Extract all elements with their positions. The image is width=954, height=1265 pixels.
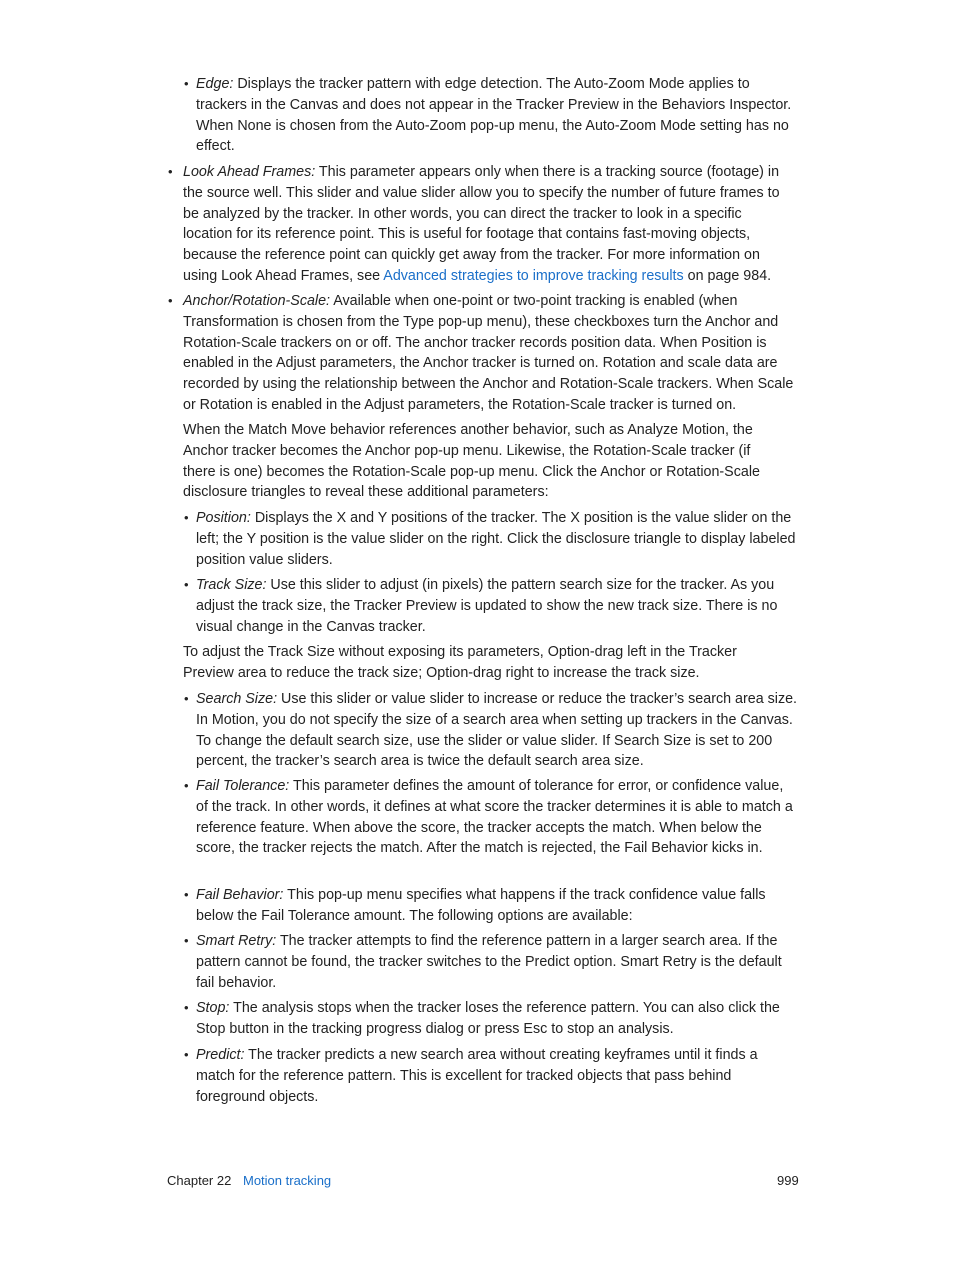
description-text: The tracker attempts to find the reference pattern in a larger search area. If the pattern cannot be found, the tracker switches to the Predict option. Smart Retry is the default fail behavior. — [196, 933, 782, 991]
list-item — [184, 931, 796, 993]
description-text: Use this slider or value slider to increase or reduce the tracker’s search area size. In Motion, you do not specify the size of a search area when setting up trackers in the Canvas. To change the default search size, use the slider or value slider. If Search Size is set to 200 percent, the tracker’s search area is twice the default search area size. — [196, 691, 798, 770]
footer-chapter: Chapter 22 — [167, 1173, 232, 1188]
term-label: Anchor/Rotation-Scale: — [183, 293, 331, 309]
term-label: Search Size: — [196, 691, 278, 707]
cross-reference-link[interactable]: Advanced strategies to improve tracking results — [383, 267, 684, 284]
bullet-marker: • — [184, 510, 189, 525]
description-text: Displays the X and Y positions of the tracker. The X position is the value slider on the left; the Y position is the value slider on the right. Click the disclosure triangle to display labeled position value sliders. — [196, 510, 796, 568]
description-text: Available when one-point or two-point tracking is enabled (when Transformation is chosen from the Type pop-up menu), these checkboxes turn the Anchor and Rotation-Scale trackers on or off. The anchor tracker records position data. When Position is enabled in the Adjust parameters, the Anchor tracker is turned on. Rotation and scale data are recorded by using the relationship between the Anchor and Rotation-Scale trackers. When Scale or Rotation is enabled in the Adjust parameters, the Rotation-Scale tracker is turned on. — [183, 293, 794, 413]
term-label: Track Size: — [196, 577, 267, 593]
list-item — [168, 291, 799, 416]
bullet-marker: • — [168, 293, 173, 308]
bullet-marker: • — [184, 691, 189, 706]
list-item — [184, 998, 796, 1040]
description-text: Use this slider to adjust (in pixels) the pattern search size for the tracker. As you adjust the track size, the Tracker Preview is updated to show the new track size. There is no visual change in the Canvas tracker. — [196, 577, 778, 635]
description-text: This parameter defines the amount of tolerance for error, or confidence value, of the track. In other words, it defines at what score the tracker determines it is able to match a reference feature. When above the score, the tracker accepts the match. When below the score, the tracker rejects the match. After the match is rejected, the Fail Behavior kicks in. — [196, 778, 793, 857]
description-text: This pop-up menu specifies what happens if the track confidence value falls below the Fail Tolerance amount. The following options are available: — [196, 887, 766, 924]
page-number: 999 — [777, 1173, 799, 1188]
term-label: Smart Retry: — [196, 933, 277, 949]
bullet-marker: • — [184, 778, 189, 793]
body-paragraph: To adjust the Track Size without exposing its parameters, Option-drag left in the Tracker Preview area to reduce the track size; Option-drag right to increase the track size. — [183, 644, 737, 681]
term-label: Position: — [196, 510, 251, 526]
list-item — [184, 689, 802, 772]
bullet-marker: • — [184, 933, 189, 948]
bullet-marker: • — [184, 887, 189, 902]
description-text: The tracker predicts a new search area without creating keyframes until it finds a match for the reference pattern. This is excellent for tracked objects that pass behind foreground objects. — [196, 1047, 758, 1105]
term-label: Edge: — [196, 76, 234, 92]
description-text: This parameter appears only when there is a tracking source (footage) in the source well. This slider and value slider allow you to specify the number of future frames to be analyzed by the tracker. In other words, you can direct the tracker to look in a specific location for its reference point. This is useful for footage that contains fast-moving objects, because the reference point can quickly get away from the tracker. For more information on using Look Ahead Frames, see — [183, 164, 780, 284]
list-item — [184, 74, 802, 157]
bullet-marker: • — [184, 1000, 189, 1015]
page-reference-text: on page 984. — [683, 267, 772, 284]
body-paragraph: When the Match Move behavior references another behavior, such as Analyze Motion, the Anchor tracker becomes the Anchor pop-up menu. Likewise, the Rotation-Scale tracker (if there is one) becomes the Rotation-Scale pop-up menu. Click the Anchor or Rotation-Scale disclosure triangles to reveal these additional parameters: — [183, 422, 760, 501]
list-item — [184, 508, 796, 570]
description-text: Displays the tracker pattern with edge detection. The Auto-Zoom Mode applies to trackers in the Canvas and does not appear in the Tracker Preview in the Behaviors Inspector. When None is chosen from the Auto-Zoom pop-up menu, the Auto-Zoom Mode setting has no effect. — [196, 76, 792, 155]
list-item — [184, 1045, 776, 1107]
list-item — [184, 885, 796, 927]
term-label: Look Ahead Frames: — [183, 164, 316, 180]
term-label: Predict: — [196, 1047, 245, 1063]
description-text: The analysis stops when the tracker loses the reference pattern. You can also click the Stop button in the tracking progress dialog or press Esc to stop an analysis. — [196, 1000, 780, 1037]
bullet-marker: • — [184, 577, 189, 592]
bullet-marker: • — [184, 1047, 189, 1062]
list-item — [184, 776, 796, 859]
list-item — [168, 162, 789, 287]
term-label: Stop: — [196, 1000, 230, 1016]
bullet-marker: • — [168, 164, 173, 179]
list-item — [184, 575, 796, 637]
term-label: Fail Behavior: — [196, 887, 284, 903]
footer-chapter-title-link[interactable]: Motion tracking — [243, 1173, 332, 1188]
term-label: Fail Tolerance: — [196, 778, 290, 794]
bullet-marker: • — [184, 76, 189, 91]
